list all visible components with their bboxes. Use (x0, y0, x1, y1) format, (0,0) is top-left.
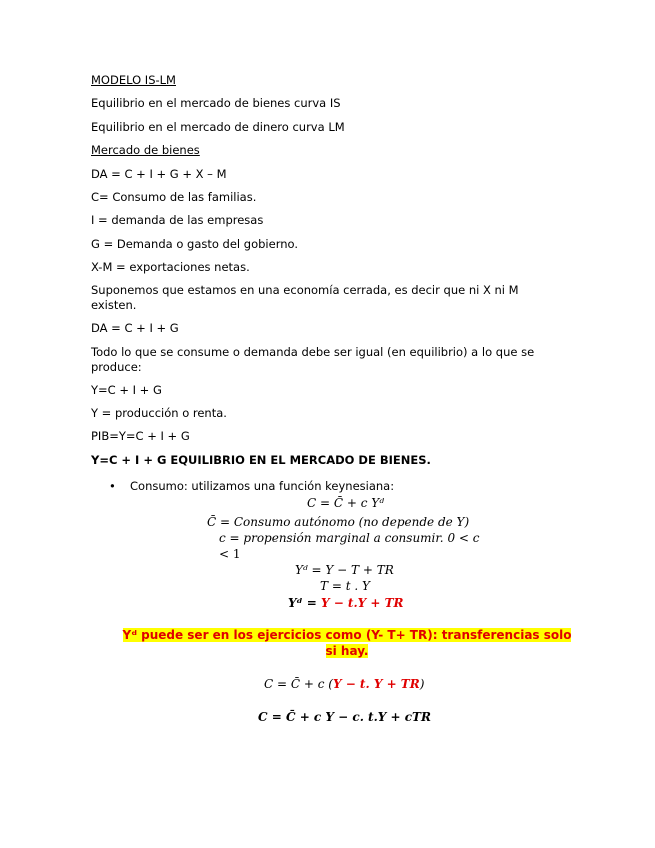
formula-consumo-autonomo: C̄ = Consumo autónomo (no depende de Y) (207, 515, 470, 529)
line-c: C= Consumo de las familias. (91, 190, 257, 204)
formula-consumo-sub-c: ) (419, 677, 425, 691)
bullet-mark: • (109, 479, 116, 493)
section-heading: Mercado de bienes (91, 143, 200, 157)
formula-consumo-sub-a: C = C̄ + c ( (264, 677, 333, 691)
formula-yd-bold (288, 596, 404, 611)
bullet-text: Consumo: utilizamos una función keynesiana: (130, 479, 395, 493)
formula-consumo-sub-b: Y − t. Y + TR (332, 677, 420, 691)
line-pib: PIB=Y=C + I + G (91, 429, 190, 443)
formula-consumo: C = C̄ + c Yᵈ (307, 496, 384, 510)
highlight-line-2: si hay. (325, 644, 369, 658)
line-g: G = Demanda o gasto del gobierno. (91, 237, 298, 251)
line-is: Equilibrio en el mercado de bienes curva IS (91, 96, 341, 110)
line-da2: DA = C + I + G (91, 321, 179, 335)
line-y: Y=C + I + G (91, 383, 162, 397)
formula-yd-bold-lhs: Yᵈ = (288, 596, 321, 610)
page-title: MODELO IS-LM (91, 73, 176, 87)
formula-propension-cont: < 1 (219, 547, 241, 561)
formula-t: T = t . Y (320, 579, 370, 593)
line-lm: Equilibrio en el mercado de dinero curva LM (91, 120, 345, 134)
line-suponemos: Suponemos que estamos en una economía cerrada, es decir que ni X ni M existen. (91, 283, 519, 312)
line-todo: Todo lo que se consume o demanda debe ser igual (en equilibrio) a lo que se produce: (91, 345, 535, 374)
formula-propension: c = propensión marginal a consumir. 0 < c (219, 531, 480, 545)
line-equilibrio: Y=C + I + G EQUILIBRIO EN EL MERCADO DE BIENES. (91, 453, 431, 467)
formula-yd-bold-rhs: Y − t.Y + TR (320, 596, 404, 610)
highlight-note (122, 627, 572, 659)
formula-consumo-final: C = C̄ + c Y − c. t.Y + cTR (258, 710, 431, 724)
line-da: DA = C + I + G + X – M (91, 167, 227, 181)
line-yprod: Y = producción o renta. (91, 406, 227, 420)
formula-consumo-sub (264, 677, 424, 692)
formula-yd: Yᵈ = Y − T + TR (295, 563, 394, 577)
line-xm: X-M = exportaciones netas. (91, 260, 250, 274)
highlight-line-1: Yᵈ puede ser en los ejercicios como (Y- T+ TR): transferencias solo (122, 628, 572, 642)
line-i: I = demanda de las empresas (91, 213, 264, 227)
